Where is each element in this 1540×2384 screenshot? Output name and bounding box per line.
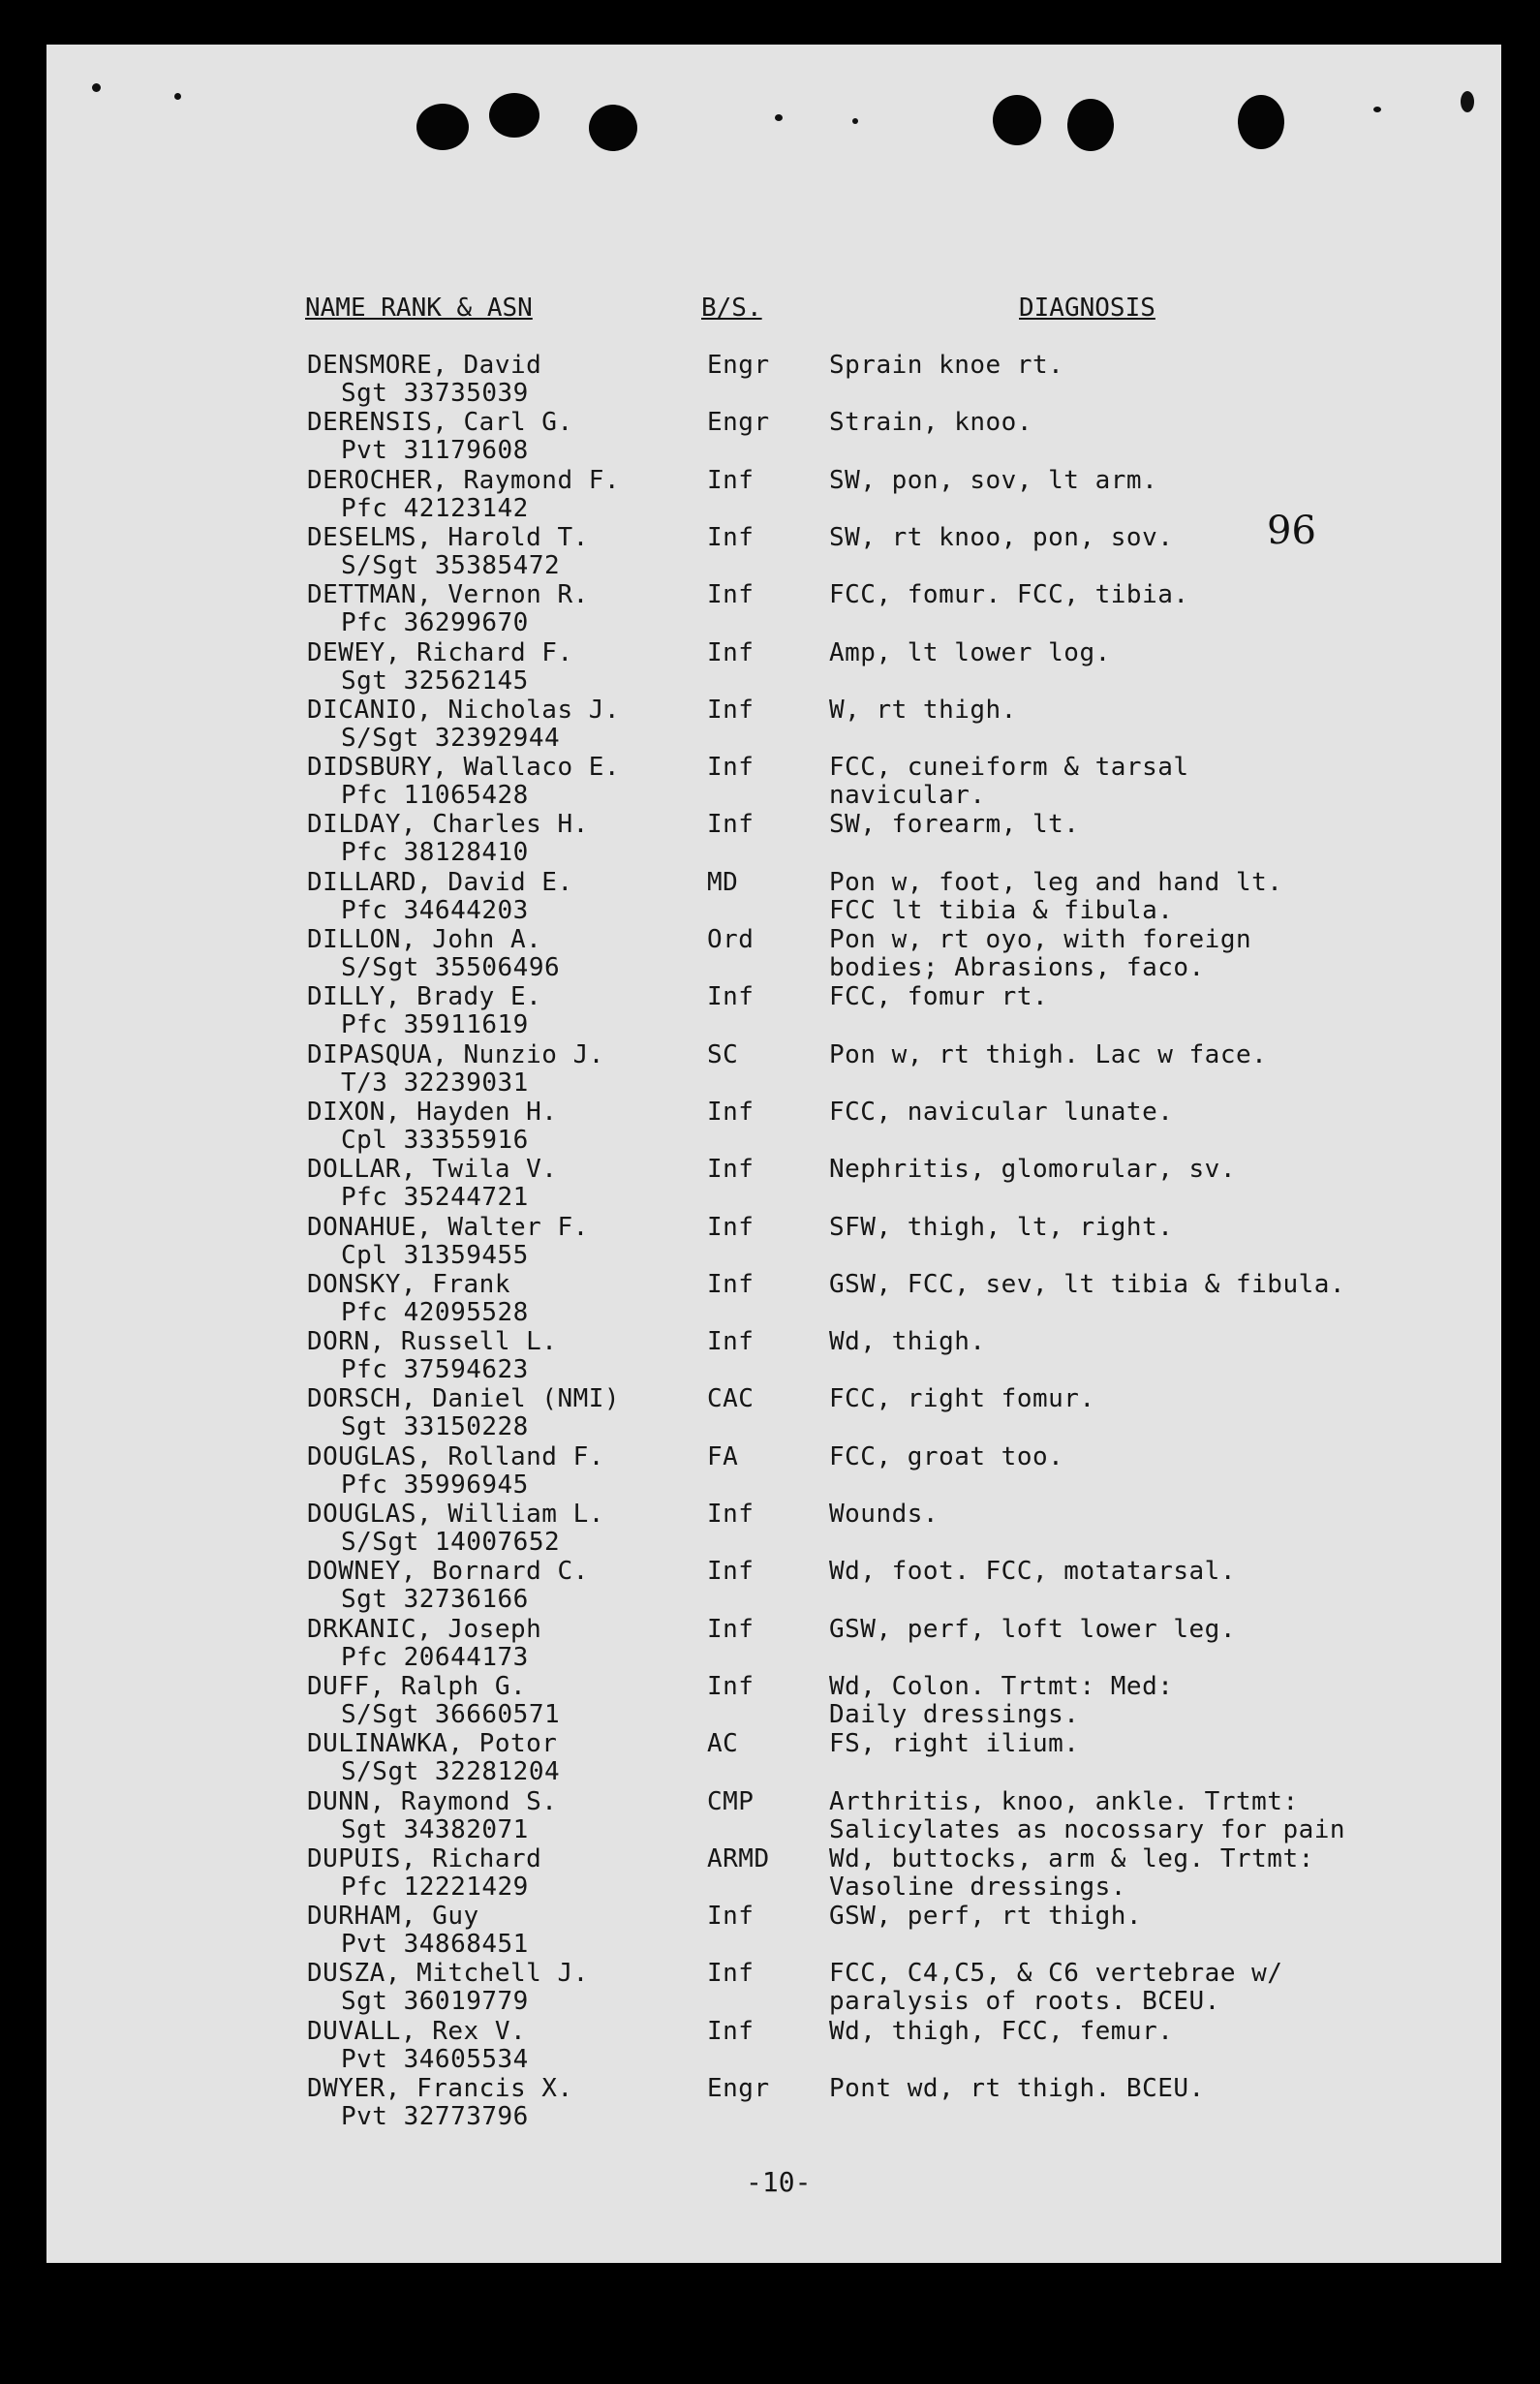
entry-branch: Inf [707, 1672, 755, 1701]
entry-name: DILLARD, David E. [307, 868, 573, 897]
entry-diagnosis: FCC, fomur. FCC, tibia. [829, 580, 1189, 609]
page-mark: 96 [1267, 509, 1316, 553]
entry-branch: Inf [707, 1155, 755, 1184]
entry-diagnosis: paralysis of roots. BCEU. [829, 1987, 1220, 2016]
entry-name: DOUGLAS, William L. [307, 1500, 604, 1529]
entry-name: DOUGLAS, Rolland F. [307, 1442, 604, 1471]
entry-diagnosis: FCC, C4,C5, & C6 vertebrae w/ [829, 1959, 1283, 1988]
entry-branch: Engr [707, 408, 770, 437]
entry-name: DILDAY, Charles H. [307, 810, 589, 839]
entry-rank-asn: Cpl 31359455 [341, 1241, 529, 1270]
speck [1461, 91, 1474, 112]
entry-name: DESELMS, Harold T. [307, 523, 589, 552]
entry-branch: Inf [707, 753, 755, 782]
entry-diagnosis: Strain, knoo. [829, 408, 1032, 437]
entry-diagnosis: FCC, right fomur. [829, 1384, 1095, 1413]
entry-rank-asn: S/Sgt 32281204 [341, 1757, 561, 1786]
entry-rank-asn: Pfc 12221429 [341, 1873, 529, 1902]
entry-rank-asn: Pfc 37594623 [341, 1355, 529, 1384]
punch-hole [416, 104, 469, 150]
entry-name: DIDSBURY, Wallaco E. [307, 753, 621, 782]
entry-name: DIPASQUA, Nunzio J. [307, 1040, 604, 1069]
entry-name: DERENSIS, Carl G. [307, 408, 573, 437]
entry-diagnosis: Wd, buttocks, arm & leg. Trtmt: [829, 1844, 1314, 1873]
column-header-bs: B/S. [701, 294, 762, 323]
entry-name: DOWNEY, Bornard C. [307, 1557, 589, 1586]
entry-branch: Inf [707, 1327, 755, 1356]
entry-rank-asn: Pfc 38128410 [341, 838, 529, 867]
speck [1373, 107, 1381, 112]
entry-diagnosis: FCC, cuneiform & tarsal [829, 753, 1189, 782]
entry-branch: SC [707, 1040, 739, 1069]
entry-rank-asn: Pfc 35911619 [341, 1010, 529, 1039]
entry-rank-asn: Sgt 32562145 [341, 666, 529, 696]
punch-hole [489, 93, 539, 138]
entry-branch: Inf [707, 580, 755, 609]
entry-branch: Inf [707, 1213, 755, 1242]
punch-hole [1238, 95, 1284, 149]
entry-rank-asn: T/3 32239031 [341, 1068, 529, 1098]
entry-diagnosis: FCC, groat too. [829, 1442, 1064, 1471]
entry-diagnosis: Daily dressings. [829, 1700, 1080, 1729]
entry-diagnosis: Wd, foot. FCC, motatarsal. [829, 1557, 1236, 1586]
entry-name: DIXON, Hayden H. [307, 1098, 558, 1127]
entry-diagnosis: SW, forearm, lt. [829, 810, 1080, 839]
entry-branch: Inf [707, 1500, 755, 1529]
entry-diagnosis: Wd, thigh. [829, 1327, 986, 1356]
entry-rank-asn: Pvt 31179608 [341, 436, 529, 465]
entry-rank-asn: Pvt 34605534 [341, 2045, 529, 2074]
entry-name: DILLON, John A. [307, 925, 542, 954]
entry-name: DONSKY, Frank [307, 1270, 510, 1299]
entry-diagnosis: Pont wd, rt thigh. BCEU. [829, 2074, 1205, 2103]
entry-rank-asn: Sgt 33150228 [341, 1412, 529, 1441]
entry-diagnosis: Wounds. [829, 1500, 939, 1529]
entry-name: DUSZA, Mitchell J. [307, 1959, 589, 1988]
entry-diagnosis: FS, right ilium. [829, 1729, 1080, 1758]
entry-branch: Inf [707, 982, 755, 1011]
entry-diagnosis: Pon w, rt oyo, with foreign [829, 925, 1252, 954]
entry-diagnosis: SFW, thigh, lt, right. [829, 1213, 1174, 1242]
speck [775, 114, 783, 121]
entry-diagnosis: Amp, lt lower log. [829, 638, 1111, 667]
entry-name: DICANIO, Nicholas J. [307, 696, 621, 725]
entry-rank-asn: Sgt 34382071 [341, 1815, 529, 1844]
entry-name: DETTMAN, Vernon R. [307, 580, 589, 609]
entry-rank-asn: Pfc 35996945 [341, 1471, 529, 1500]
entry-rank-asn: Pfc 42095528 [341, 1298, 529, 1327]
column-header-diagnosis: DIAGNOSIS [1019, 294, 1155, 323]
entry-rank-asn: S/Sgt 32392944 [341, 724, 561, 753]
entry-branch: Inf [707, 1270, 755, 1299]
entry-branch: Inf [707, 1959, 755, 1988]
entry-name: DILLY, Brady E. [307, 982, 542, 1011]
speck [852, 118, 858, 124]
punch-hole [589, 105, 637, 151]
entry-diagnosis: GSW, perf, loft lower leg. [829, 1615, 1236, 1644]
entry-diagnosis: navicular. [829, 781, 986, 810]
entry-diagnosis: Arthritis, knoo, ankle. Trtmt: [829, 1787, 1299, 1816]
entry-rank-asn: Pfc 20644173 [341, 1643, 529, 1672]
entry-rank-asn: S/Sgt 35506496 [341, 953, 561, 982]
entry-branch: Inf [707, 638, 755, 667]
entry-branch: Engr [707, 2074, 770, 2103]
entry-branch: Inf [707, 1557, 755, 1586]
entry-diagnosis: SW, rt knoo, pon, sov. [829, 523, 1174, 552]
entry-diagnosis: FCC lt tibia & fibula. [829, 896, 1174, 925]
punch-hole [1067, 99, 1114, 151]
entry-name: DRKANIC, Joseph [307, 1615, 542, 1644]
document-page [46, 45, 1501, 2263]
entry-branch: Inf [707, 1098, 755, 1127]
entry-branch: MD [707, 868, 739, 897]
entry-diagnosis: Salicylates as nocossary for pain [829, 1815, 1346, 1844]
entry-branch: Engr [707, 351, 770, 380]
entry-diagnosis: Nephritis, glomorular, sv. [829, 1155, 1236, 1184]
entry-diagnosis: bodies; Abrasions, faco. [829, 953, 1205, 982]
entry-diagnosis: W, rt thigh. [829, 696, 1017, 725]
entry-diagnosis: Wd, thigh, FCC, femur. [829, 2017, 1174, 2046]
punch-hole [993, 95, 1041, 145]
entry-name: DORSCH, Daniel (NMI) [307, 1384, 621, 1413]
entry-diagnosis: FCC, fomur rt. [829, 982, 1049, 1011]
entry-diagnosis: FCC, navicular lunate. [829, 1098, 1174, 1127]
entry-rank-asn: Sgt 32736166 [341, 1585, 529, 1614]
entry-branch: Ord [707, 925, 755, 954]
column-header-name: NAME RANK & ASN [305, 294, 533, 323]
entry-branch: Inf [707, 523, 755, 552]
entry-name: DURHAM, Guy [307, 1902, 479, 1931]
entry-rank-asn: Pfc 11065428 [341, 781, 529, 810]
entry-name: DUNN, Raymond S. [307, 1787, 558, 1816]
entry-name: DUVALL, Rex V. [307, 2017, 527, 2046]
entry-branch: Inf [707, 696, 755, 725]
speck [92, 83, 101, 92]
entry-branch: Inf [707, 2017, 755, 2046]
entry-name: DORN, Russell L. [307, 1327, 558, 1356]
entry-diagnosis: Wd, Colon. Trtmt: Med: [829, 1672, 1174, 1701]
entry-name: DUFF, Ralph G. [307, 1672, 527, 1701]
entry-name: DUPUIS, Richard [307, 1844, 542, 1873]
entry-name: DWYER, Francis X. [307, 2074, 573, 2103]
entry-diagnosis: GSW, perf, rt thigh. [829, 1902, 1143, 1931]
entry-diagnosis: GSW, FCC, sev, lt tibia & fibula. [829, 1270, 1346, 1299]
entry-diagnosis: Pon w, rt thigh. Lac w face. [829, 1040, 1268, 1069]
entry-rank-asn: Cpl 33355916 [341, 1126, 529, 1155]
entry-name: DEWEY, Richard F. [307, 638, 573, 667]
entry-rank-asn: Pvt 32773796 [341, 2102, 529, 2131]
entry-rank-asn: Sgt 33735039 [341, 379, 529, 408]
entry-rank-asn: Pvt 34868451 [341, 1930, 529, 1959]
page-footer: -10- [746, 2166, 812, 2198]
entry-diagnosis: Vasoline dressings. [829, 1873, 1126, 1902]
entry-rank-asn: Pfc 34644203 [341, 896, 529, 925]
entry-rank-asn: Pfc 42123142 [341, 494, 529, 523]
entry-name: DEROCHER, Raymond F. [307, 466, 621, 495]
entry-branch: Inf [707, 1615, 755, 1644]
entry-name: DONAHUE, Walter F. [307, 1213, 589, 1242]
entry-branch: CMP [707, 1787, 755, 1816]
entry-rank-asn: Pfc 36299670 [341, 608, 529, 637]
entry-diagnosis: SW, pon, sov, lt arm. [829, 466, 1158, 495]
entry-rank-asn: S/Sgt 36660571 [341, 1700, 561, 1729]
entry-branch: ARMD [707, 1844, 770, 1873]
entry-branch: Inf [707, 466, 755, 495]
entry-diagnosis: Pon w, foot, leg and hand lt. [829, 868, 1283, 897]
entry-branch: AC [707, 1729, 739, 1758]
entry-branch: Inf [707, 810, 755, 839]
entry-name: DOLLAR, Twila V. [307, 1155, 558, 1184]
entry-name: DENSMORE, David [307, 351, 542, 380]
entry-branch: CAC [707, 1384, 755, 1413]
entry-diagnosis: Sprain knoe rt. [829, 351, 1064, 380]
entry-branch: Inf [707, 1902, 755, 1931]
speck [174, 93, 181, 100]
entry-name: DULINAWKA, Potor [307, 1729, 558, 1758]
entry-rank-asn: Sgt 36019779 [341, 1987, 529, 2016]
entry-rank-asn: S/Sgt 14007652 [341, 1528, 561, 1557]
entry-rank-asn: Pfc 35244721 [341, 1183, 529, 1212]
entry-branch: FA [707, 1442, 739, 1471]
entry-rank-asn: S/Sgt 35385472 [341, 551, 561, 580]
